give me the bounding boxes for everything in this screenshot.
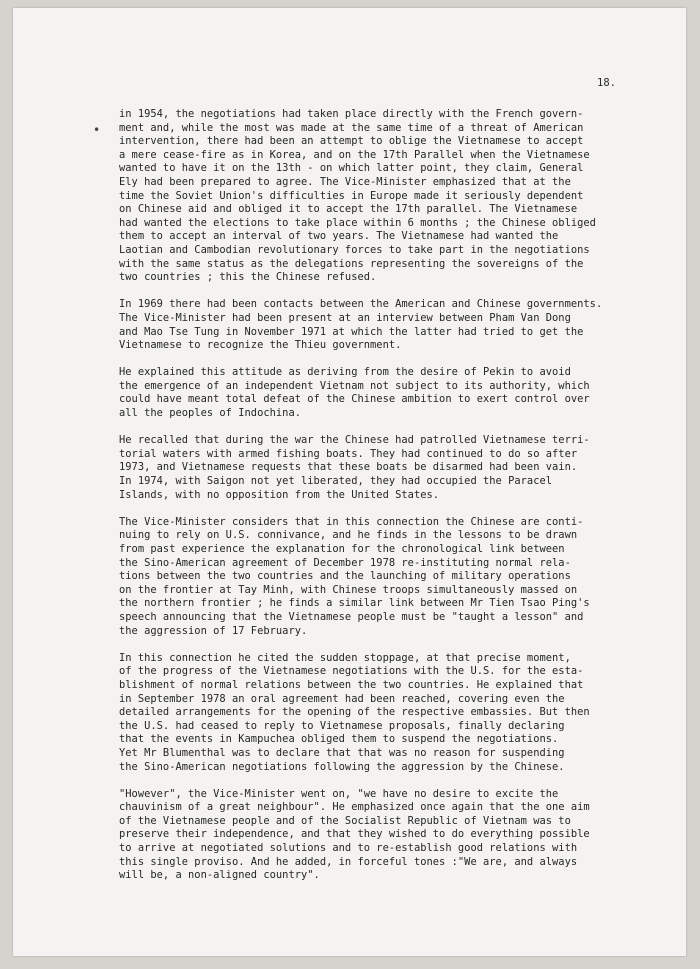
text-line: the northern frontier ; he finds a similar link between Mr Tien Tsao Ping's	[119, 597, 590, 610]
text-line: from past experience the explanation for the chronological link between	[119, 543, 565, 555]
margin-dot-mark: •	[93, 123, 101, 137]
text-line: had wanted the elections to take place within 6 months ; the Chinese obliged	[119, 216, 596, 229]
text-line: on Chinese aid and obliged it to accept the 17th parallel. The Vietnamese	[119, 203, 578, 216]
text-line: In 1969 there had been contacts between the American and Chinese governments.	[119, 298, 603, 311]
text-line: the Sino-American agreement of December 1978 re-instituting normal rela-	[119, 556, 571, 569]
text-line: time the Soviet Union's difficulties in Europe made it seriously dependent	[119, 189, 584, 202]
text-line: tions between the two countries and the launching of military operations	[119, 570, 571, 583]
paragraph	[119, 652, 651, 774]
text-line: Vietnamese to recognize the Thieu government.	[119, 339, 402, 352]
text-line: the U.S. had ceased to reply to Vietnamese proposals, finally declaring	[119, 719, 565, 732]
paragraph	[119, 788, 651, 883]
text-line: all the peoples of Indochina.	[119, 407, 301, 420]
text-line: that the events in Kampuchea obliged them to suspend the negotiations.	[119, 733, 559, 746]
text-line: the emergence of an independent Vietnam not subject to its authority, which	[119, 379, 590, 392]
text-line: nuing to rely on U.S. connivance, and he finds in the lessons to be drawn	[119, 529, 578, 542]
text-line: 1973, and Vietnamese requests that these boats be disarmed had been vain.	[119, 461, 578, 474]
text-line: the aggression of 17 February.	[119, 624, 308, 637]
text-line: The Vice-Minister considers that in this connection the Chinese are conti-	[119, 515, 584, 528]
paragraph	[119, 516, 651, 638]
text-line: of the progress of the Vietnamese negotiations with the U.S. for the esta-	[119, 665, 584, 678]
text-line: The Vice-Minister had been present at an interview between Pham Van Dong	[119, 311, 571, 324]
text-line: them to accept an interval of two years. The Vietnamese had wanted the	[119, 230, 559, 243]
text-line: to arrive at negotiated solutions and to re-establish good relations with	[119, 842, 578, 855]
text-line: the Sino-American negotiations following the aggression by the Chinese.	[119, 760, 565, 773]
paragraph	[119, 108, 651, 285]
text-line: Ely had been prepared to agree. The Vice-Minister emphasized that at the	[119, 175, 571, 188]
text-line: intervention, there had been an attempt to oblige the Vietnamese to accept	[119, 135, 584, 148]
page-number: 18.	[597, 77, 616, 89]
text-line: detailed arrangements for the opening of the respective embassies. But then	[119, 706, 590, 719]
text-line: two countries ; this the Chinese refused.	[119, 271, 377, 284]
text-line: In 1974, with Saigon not yet liberated, they had occupied the Paracel	[119, 475, 553, 488]
paragraph	[119, 434, 651, 502]
text-line: and Mao Tse Tung in November 1971 at which the latter had tried to get the	[119, 325, 584, 338]
document-body	[119, 108, 651, 896]
text-line: speech announcing that the Vietnamese people must be "taught a lesson" and	[119, 610, 584, 623]
text-line: torial waters with armed fishing boats. They had continued to do so after	[119, 447, 578, 460]
text-line: He recalled that during the war the Chinese had patrolled Vietnamese terri-	[119, 434, 590, 447]
text-line: of the Vietnamese people and of the Socialist Republic of Vietnam was to	[119, 814, 571, 827]
text-line: In this connection he cited the sudden stoppage, at that precise moment,	[119, 651, 571, 664]
document-page	[13, 8, 686, 956]
text-line: He explained this attitude as deriving from the desire of Pekin to avoid	[119, 366, 571, 379]
text-line: Yet Mr Blumenthal was to declare that that was no reason for suspending	[119, 746, 565, 759]
text-line: ment and, while the most was made at the same time of a threat of American	[119, 121, 584, 134]
text-line: with the same status as the delegations representing the sovereigns of the	[119, 257, 584, 270]
paragraph	[119, 366, 651, 420]
text-line: a mere cease-fire as in Korea, and on the 17th Parallel when the Vietnamese	[119, 148, 590, 161]
text-line: will be, a non-aligned country".	[119, 869, 320, 882]
paragraph	[119, 298, 651, 352]
text-line: could have meant total defeat of the Chinese ambition to exert control over	[119, 393, 590, 406]
text-line: preserve their independence, and that they wished to do everything possible	[119, 828, 590, 841]
text-line: chauvinism of a great neighbour". He emphasized once again that the one aim	[119, 801, 590, 814]
text-line: blishment of normal relations between the two countries. He explained that	[119, 678, 584, 691]
text-line: in September 1978 an oral agreement had been reached, covering even the	[119, 692, 565, 705]
text-line: Islands, with no opposition from the United States.	[119, 488, 440, 501]
text-line: Laotian and Cambodian revolutionary forces to take part in the negotiations	[119, 243, 590, 256]
text-line: wanted to have it on the 13th - on which latter point, they claim, General	[119, 162, 584, 175]
text-line: this single proviso. And he added, in forceful tones :"We are, and always	[119, 855, 578, 868]
text-line: "However", the Vice-Minister went on, "we have no desire to excite the	[119, 787, 559, 800]
text-line: in 1954, the negotiations had taken place directly with the French govern-	[119, 108, 584, 120]
text-line: on the frontier at Tay Minh, with Chinese troops simultaneously massed on	[119, 583, 578, 596]
